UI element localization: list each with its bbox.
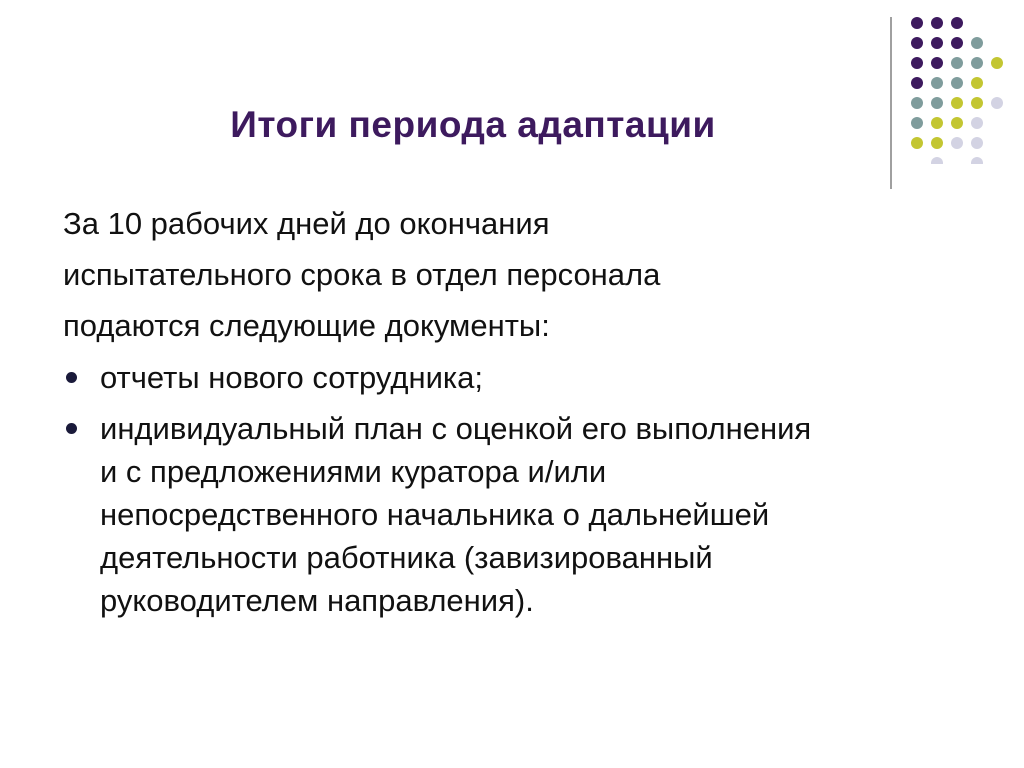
dot [931,57,943,69]
bullet-line: отчеты нового сотрудника; [100,360,484,395]
dot [931,157,943,164]
dot [951,17,963,29]
dot [971,157,983,164]
dot [951,77,963,89]
bullet-line: непосредственного начальника о дальнейшей [100,497,770,532]
dot [931,37,943,49]
dot [971,37,983,49]
dot [931,77,943,89]
decorative-divider [890,17,892,189]
dot [971,117,983,129]
intro-line: подаются следующие документы: [63,308,550,343]
dot [971,57,983,69]
dot [971,137,983,149]
dot [951,97,963,109]
intro-paragraph [63,198,963,351]
slide-body [63,198,963,622]
dot [951,137,963,149]
bullet-line: индивидуальный план с оценкой его выполнения [100,411,812,446]
dot [911,37,923,49]
bullet-line: и с предложениями куратора и/или [100,454,607,489]
dot [951,117,963,129]
dot [991,97,1003,109]
dot [911,77,923,89]
dot [911,57,923,69]
dot [971,97,983,109]
bullet-item [63,407,963,622]
bullet-line: деятельности работника (завизированный [100,540,713,575]
dot [971,77,983,89]
bullet-icon [66,372,77,383]
dot [911,17,923,29]
intro-line: За 10 рабочих дней до окончания [63,206,550,241]
bullet-list [63,356,963,622]
bullet-line: руководителем направления). [100,583,534,618]
bullet-icon [66,423,77,434]
slide-title: Итоги периода адаптации [230,104,716,145]
dot [951,37,963,49]
bullet-item [63,356,963,399]
dot [991,57,1003,69]
intro-line: испытательного срока в отдел персонала [63,257,661,292]
dot [931,17,943,29]
dot [951,57,963,69]
